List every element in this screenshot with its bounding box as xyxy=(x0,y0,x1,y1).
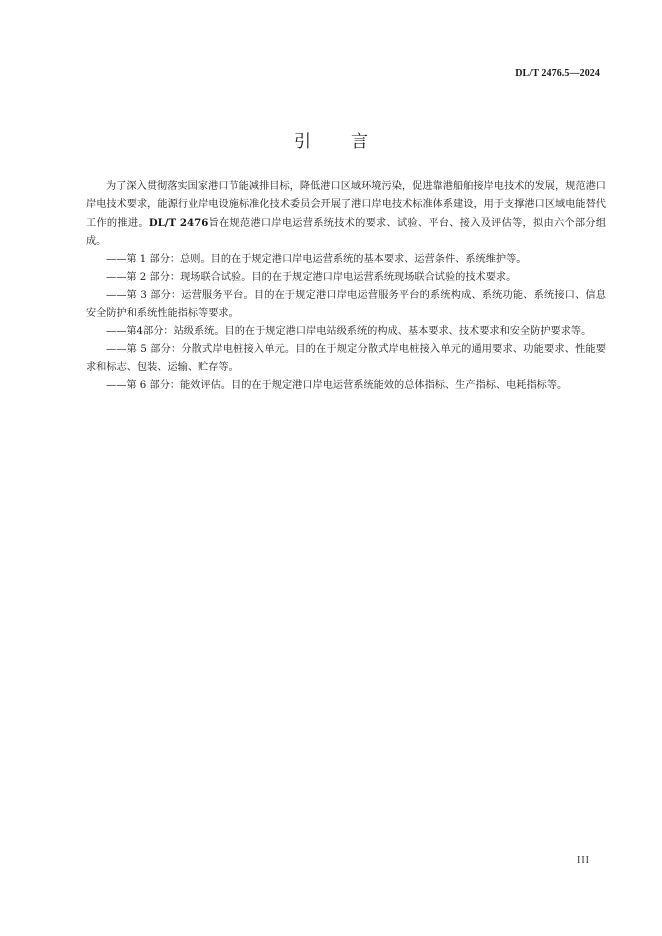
part-5-item: ——第 5 部分：分散式岸电桩接入单元。目的在于规定分散式岸电桩接入单元的通用要求、功能要求、性能要求和标志、包装、运输、贮存等。 xyxy=(86,344,606,373)
part-1-item: ——第 1 部分：总则。目的在于规定港口岸电运营系统的基本要求、运营条件、系统维护等。 xyxy=(106,254,527,265)
page-number: III xyxy=(577,855,590,866)
part-2-item: ——第 2 部分：现场联合试验。目的在于规定港口岸电运营系统现场联合试验的技术要求。 xyxy=(106,272,517,283)
part-4-item: ——第4部分：站级系统。目的在于规定港口岸电站级系统的构成、基本要求、技术要求和安全防护要求等。 xyxy=(106,326,592,337)
intro-text-after: 旨在规范港口岸电运营系统技术的要求、试验、平台、接入及评估等，拟由六个部分组成。 xyxy=(86,218,607,247)
intro-paragraph xyxy=(86,178,606,251)
body-text xyxy=(86,178,606,395)
intro-text-before: 为了深入贯彻落实国家港口节能减排目标，降低港口区域环境污染，促进靠港船舶接岸电技术的发展，规范港口岸电技术要求，能源行业岸电设施标准化技术委员会开展了港口岸电技术标准体系建设，用于支撑港口区域电能替代工作的推进。 xyxy=(86,181,606,229)
part-6-item: ——第 6 部分：能效评估。目的在于规定港口岸电运营系统能效的总体指标、生产指标、电耗指标等。 xyxy=(106,380,568,391)
part-3-item: ——第 3 部分：运营服务平台。目的在于规定港口岸电运营服务平台的系统构成、系统功能、系统接口、信息安全防护和系统性能指标等要求。 xyxy=(86,290,606,319)
standard-reference: DL/T 2476 xyxy=(148,217,209,229)
page-title: 引言 xyxy=(294,132,408,152)
standard-code: DL/T 2476.5—2024 xyxy=(515,68,600,79)
